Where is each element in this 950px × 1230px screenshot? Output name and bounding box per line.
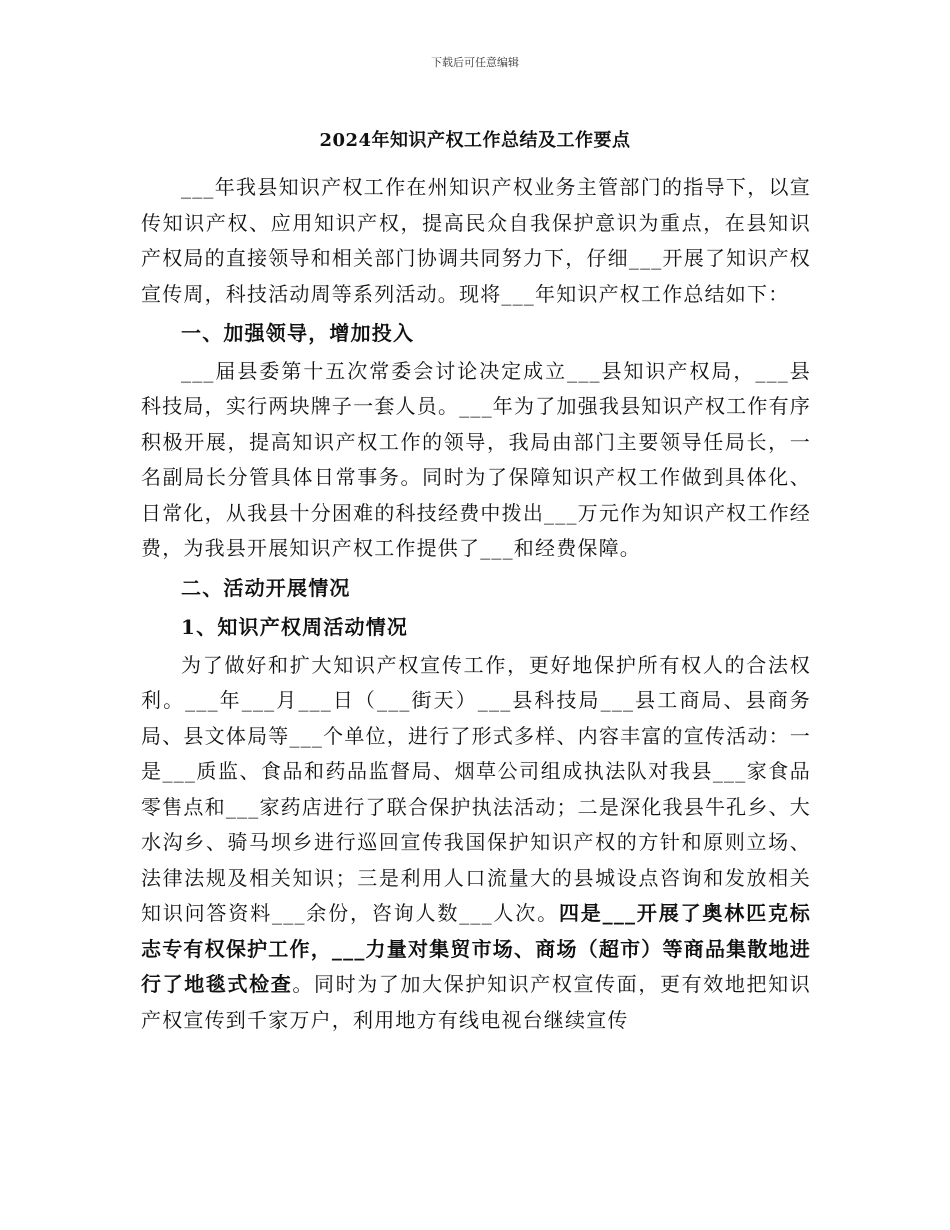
section-2-subsection-1-paragraph	[141, 648, 811, 1039]
section-1-paragraph: ___届县委第十五次常委会讨论决定成立___县知识产权局，___县科技局，实行两块牌子一套人员。___年为了加强我县知识产权工作有序积极开展，提高知识产权工作的领导，我局由部门主要领导任局长，一名副局长分管具体日常事务。同时为了保障知识产权工作做到具体化、日常化，从我县十分困难的科技经费中拨出___万元作为知识产权工作经费，为我县开展知识产权工作提供了___和经费保障。	[141, 358, 811, 560]
header-note: 下载后可任意编辑	[431, 56, 519, 69]
document-title: 2024年知识产权工作总结及工作要点	[319, 130, 631, 151]
paragraph-text-part-1: 为了做好和扩大知识产权宣传工作，更好地保护所有权人的合法权利。___年___月___日（___街天）___县科技局___县工商局、县商务局、县文体局等___个单位，进行了形式多样、内容丰富的宣传活动：一是___质监、食品和药品监督局、烟草公司组成执法队对我县___家食品零售点和___家药店进行了联合保护执法活动；二是深化我县牛孔乡、大水沟乡、骑马坝乡进行巡回宣传我国保护知识产权的方针和原则立场、法律法规及相关知识；三是利用人口流量大的县城设点咨询和发放相关知识问答资料___余份，咨询人数___人次。	[141, 652, 811, 925]
section-1-heading: 一、加强领导，增加投入	[181, 321, 415, 345]
paragraph-bold-text: 四是___开展了奥林匹克标志专有权保护工作，___力量对集贸市场、商场（超市）等商品集散地进行了地毯式检查	[141, 901, 811, 996]
section-2-heading: 二、活动开展情况	[181, 575, 351, 600]
paragraph-text-part-2: 。同时为了加大保护知识产权宣传面，更有效地把知识产权宣传到千家万户，利用地方有线电视台继续宣传	[141, 972, 811, 1032]
document-body	[141, 170, 811, 1038]
intro-paragraph: ___年我县知识产权工作在州知识产权业务主管部门的指导下，以宣传知识产权、应用知识产权，提高民众自我保护意识为重点，在县知识产权局的直接领导和相关部门协调共同努力下，仔细___开展了知识产权宣传周，科技活动周等系列活动。现将___年知识产权工作总结如下：	[141, 175, 811, 306]
section-2-subsection-1-heading: 1、知识产权周活动情况	[181, 615, 409, 639]
